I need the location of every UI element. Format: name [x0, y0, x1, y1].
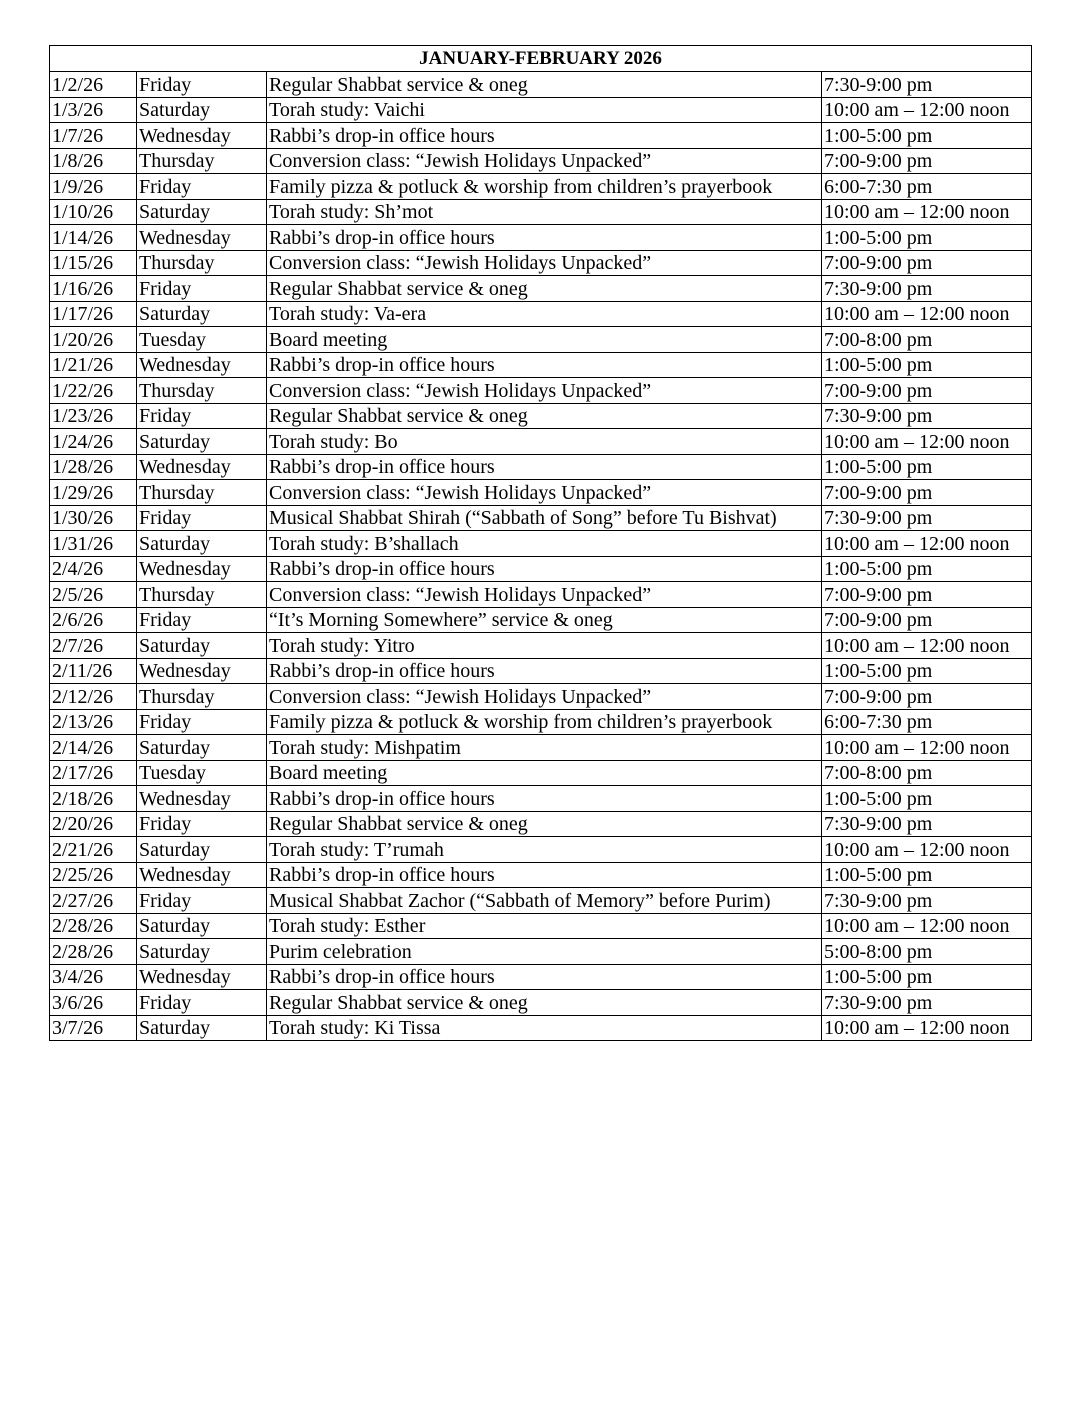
event-day: Friday: [137, 276, 267, 302]
event-name: Rabbi’s drop-in office hours: [267, 123, 822, 149]
event-name: Rabbi’s drop-in office hours: [267, 352, 822, 378]
event-time: 7:00-9:00 pm: [822, 148, 1032, 174]
event-day: Saturday: [137, 633, 267, 659]
table-row: [50, 939, 1032, 965]
event-time: 7:00-9:00 pm: [822, 607, 1032, 633]
event-date: 1/16/26: [50, 276, 137, 302]
event-name: Conversion class: “Jewish Holidays Unpacked”: [267, 684, 822, 710]
event-name: Rabbi’s drop-in office hours: [267, 454, 822, 480]
event-date: 3/6/26: [50, 990, 137, 1016]
event-date: 2/11/26: [50, 658, 137, 684]
event-day: Wednesday: [137, 454, 267, 480]
event-date: 2/28/26: [50, 913, 137, 939]
event-date: 1/21/26: [50, 352, 137, 378]
event-name: Rabbi’s drop-in office hours: [267, 964, 822, 990]
schedule-body: [50, 72, 1032, 1041]
event-date: 1/7/26: [50, 123, 137, 149]
event-day: Thursday: [137, 582, 267, 608]
table-row: [50, 913, 1032, 939]
event-time: 7:00-8:00 pm: [822, 760, 1032, 786]
event-time: 10:00 am – 12:00 noon: [822, 913, 1032, 939]
event-date: 1/14/26: [50, 225, 137, 251]
event-day: Friday: [137, 403, 267, 429]
event-date: 1/15/26: [50, 250, 137, 276]
table-row: [50, 352, 1032, 378]
event-day: Thursday: [137, 148, 267, 174]
table-row: [50, 633, 1032, 659]
event-time: 6:00-7:30 pm: [822, 174, 1032, 200]
event-day: Wednesday: [137, 862, 267, 888]
event-name: “It’s Morning Somewhere” service & oneg: [267, 607, 822, 633]
event-name: Conversion class: “Jewish Holidays Unpacked”: [267, 378, 822, 404]
event-date: 2/12/26: [50, 684, 137, 710]
event-date: 1/28/26: [50, 454, 137, 480]
event-time: 6:00-7:30 pm: [822, 709, 1032, 735]
event-time: 7:00-9:00 pm: [822, 582, 1032, 608]
event-time: 1:00-5:00 pm: [822, 454, 1032, 480]
table-row: [50, 225, 1032, 251]
table-row: [50, 990, 1032, 1016]
event-date: 2/4/26: [50, 556, 137, 582]
event-day: Wednesday: [137, 556, 267, 582]
event-time: 10:00 am – 12:00 noon: [822, 735, 1032, 761]
event-time: 7:30-9:00 pm: [822, 403, 1032, 429]
event-day: Saturday: [137, 735, 267, 761]
table-row: [50, 97, 1032, 123]
table-row: [50, 760, 1032, 786]
event-date: 2/28/26: [50, 939, 137, 965]
event-time: 1:00-5:00 pm: [822, 352, 1032, 378]
event-name: Torah study: Yitro: [267, 633, 822, 659]
event-time: 7:00-9:00 pm: [822, 480, 1032, 506]
event-date: 2/14/26: [50, 735, 137, 761]
event-day: Wednesday: [137, 786, 267, 812]
table-row: [50, 811, 1032, 837]
event-name: Torah study: Ki Tissa: [267, 1015, 822, 1041]
event-time: 7:30-9:00 pm: [822, 888, 1032, 914]
event-time: 7:30-9:00 pm: [822, 72, 1032, 98]
event-time: 1:00-5:00 pm: [822, 556, 1032, 582]
event-name: Conversion class: “Jewish Holidays Unpacked”: [267, 250, 822, 276]
event-date: 1/20/26: [50, 327, 137, 353]
event-name: Regular Shabbat service & oneg: [267, 403, 822, 429]
event-name: Torah study: B’shallach: [267, 531, 822, 557]
table-row: [50, 250, 1032, 276]
event-time: 10:00 am – 12:00 noon: [822, 531, 1032, 557]
event-day: Friday: [137, 607, 267, 633]
schedule-page: [49, 45, 1031, 1041]
event-name: Torah study: Esther: [267, 913, 822, 939]
table-row: [50, 276, 1032, 302]
event-day: Thursday: [137, 378, 267, 404]
event-time: 7:30-9:00 pm: [822, 990, 1032, 1016]
table-row: [50, 480, 1032, 506]
event-date: 2/20/26: [50, 811, 137, 837]
event-day: Wednesday: [137, 123, 267, 149]
title-row: [50, 46, 1032, 72]
event-time: 10:00 am – 12:00 noon: [822, 199, 1032, 225]
table-row: [50, 174, 1032, 200]
event-name: Conversion class: “Jewish Holidays Unpacked”: [267, 582, 822, 608]
table-row: [50, 888, 1032, 914]
event-time: 7:00-8:00 pm: [822, 327, 1032, 353]
event-time: 7:30-9:00 pm: [822, 505, 1032, 531]
event-name: Rabbi’s drop-in office hours: [267, 862, 822, 888]
event-time: 1:00-5:00 pm: [822, 964, 1032, 990]
event-day: Saturday: [137, 97, 267, 123]
event-time: 1:00-5:00 pm: [822, 862, 1032, 888]
event-date: 3/7/26: [50, 1015, 137, 1041]
event-name: Torah study: Vaichi: [267, 97, 822, 123]
event-day: Friday: [137, 888, 267, 914]
event-time: 7:30-9:00 pm: [822, 276, 1032, 302]
table-row: [50, 327, 1032, 353]
event-date: 1/10/26: [50, 199, 137, 225]
event-time: 10:00 am – 12:00 noon: [822, 1015, 1032, 1041]
table-row: [50, 582, 1032, 608]
event-date: 2/21/26: [50, 837, 137, 863]
table-row: [50, 531, 1032, 557]
event-day: Thursday: [137, 480, 267, 506]
event-name: Family pizza & potluck & worship from children’s prayerbook: [267, 174, 822, 200]
table-row: [50, 505, 1032, 531]
event-name: Board meeting: [267, 760, 822, 786]
event-day: Wednesday: [137, 225, 267, 251]
event-name: Rabbi’s drop-in office hours: [267, 786, 822, 812]
event-day: Saturday: [137, 429, 267, 455]
event-time: 7:00-9:00 pm: [822, 250, 1032, 276]
event-day: Friday: [137, 72, 267, 98]
table-row: [50, 429, 1032, 455]
table-row: [50, 1015, 1032, 1041]
event-day: Friday: [137, 709, 267, 735]
event-date: 2/27/26: [50, 888, 137, 914]
event-time: 10:00 am – 12:00 noon: [822, 97, 1032, 123]
event-day: Saturday: [137, 199, 267, 225]
table-row: [50, 72, 1032, 98]
table-row: [50, 454, 1032, 480]
event-day: Wednesday: [137, 352, 267, 378]
event-time: 10:00 am – 12:00 noon: [822, 429, 1032, 455]
table-row: [50, 964, 1032, 990]
event-time: 7:00-9:00 pm: [822, 378, 1032, 404]
event-name: Board meeting: [267, 327, 822, 353]
table-row: [50, 862, 1032, 888]
table-row: [50, 403, 1032, 429]
event-name: Regular Shabbat service & oneg: [267, 990, 822, 1016]
event-date: 1/31/26: [50, 531, 137, 557]
event-day: Saturday: [137, 531, 267, 557]
event-time: 1:00-5:00 pm: [822, 786, 1032, 812]
event-date: 1/22/26: [50, 378, 137, 404]
event-date: 2/13/26: [50, 709, 137, 735]
schedule-title: JANUARY-FEBRUARY 2026: [50, 46, 1032, 72]
event-name: Conversion class: “Jewish Holidays Unpacked”: [267, 480, 822, 506]
event-date: 3/4/26: [50, 964, 137, 990]
event-day: Thursday: [137, 684, 267, 710]
table-row: [50, 837, 1032, 863]
event-day: Friday: [137, 505, 267, 531]
event-day: Saturday: [137, 837, 267, 863]
event-day: Tuesday: [137, 327, 267, 353]
event-day: Tuesday: [137, 760, 267, 786]
event-date: 2/25/26: [50, 862, 137, 888]
table-row: [50, 123, 1032, 149]
event-day: Saturday: [137, 939, 267, 965]
event-name: Rabbi’s drop-in office hours: [267, 658, 822, 684]
event-name: Torah study: T’rumah: [267, 837, 822, 863]
event-name: Regular Shabbat service & oneg: [267, 72, 822, 98]
event-name: Torah study: Bo: [267, 429, 822, 455]
event-date: 1/2/26: [50, 72, 137, 98]
event-date: 1/3/26: [50, 97, 137, 123]
event-date: 2/7/26: [50, 633, 137, 659]
table-row: [50, 378, 1032, 404]
event-name: Regular Shabbat service & oneg: [267, 811, 822, 837]
event-day: Saturday: [137, 1015, 267, 1041]
event-name: Rabbi’s drop-in office hours: [267, 556, 822, 582]
event-name: Torah study: Va-era: [267, 301, 822, 327]
event-day: Saturday: [137, 301, 267, 327]
table-row: [50, 199, 1032, 225]
event-name: Family pizza & potluck & worship from children’s prayerbook: [267, 709, 822, 735]
table-row: [50, 735, 1032, 761]
event-date: 1/9/26: [50, 174, 137, 200]
event-day: Thursday: [137, 250, 267, 276]
table-row: [50, 709, 1032, 735]
event-date: 1/8/26: [50, 148, 137, 174]
event-time: 7:00-9:00 pm: [822, 684, 1032, 710]
event-date: 1/24/26: [50, 429, 137, 455]
table-row: [50, 684, 1032, 710]
event-name: Rabbi’s drop-in office hours: [267, 225, 822, 251]
event-time: 10:00 am – 12:00 noon: [822, 837, 1032, 863]
event-day: Friday: [137, 990, 267, 1016]
event-name: Musical Shabbat Zachor (“Sabbath of Memory” before Purim): [267, 888, 822, 914]
event-day: Wednesday: [137, 964, 267, 990]
table-row: [50, 148, 1032, 174]
event-time: 1:00-5:00 pm: [822, 658, 1032, 684]
event-day: Friday: [137, 811, 267, 837]
event-date: 1/30/26: [50, 505, 137, 531]
event-time: 10:00 am – 12:00 noon: [822, 301, 1032, 327]
event-date: 1/17/26: [50, 301, 137, 327]
event-date: 1/29/26: [50, 480, 137, 506]
event-time: 1:00-5:00 pm: [822, 225, 1032, 251]
event-time: 5:00-8:00 pm: [822, 939, 1032, 965]
event-date: 1/23/26: [50, 403, 137, 429]
event-name: Musical Shabbat Shirah (“Sabbath of Song” before Tu Bishvat): [267, 505, 822, 531]
event-name: Conversion class: “Jewish Holidays Unpacked”: [267, 148, 822, 174]
table-row: [50, 301, 1032, 327]
schedule-table: [49, 45, 1032, 1041]
table-row: [50, 556, 1032, 582]
event-name: Torah study: Mishpatim: [267, 735, 822, 761]
event-date: 2/6/26: [50, 607, 137, 633]
event-day: Friday: [137, 174, 267, 200]
event-time: 10:00 am – 12:00 noon: [822, 633, 1032, 659]
event-day: Saturday: [137, 913, 267, 939]
event-name: Purim celebration: [267, 939, 822, 965]
event-time: 7:30-9:00 pm: [822, 811, 1032, 837]
event-time: 1:00-5:00 pm: [822, 123, 1032, 149]
event-date: 2/18/26: [50, 786, 137, 812]
table-row: [50, 607, 1032, 633]
event-name: Torah study: Sh’mot: [267, 199, 822, 225]
event-name: Regular Shabbat service & oneg: [267, 276, 822, 302]
event-date: 2/5/26: [50, 582, 137, 608]
event-day: Wednesday: [137, 658, 267, 684]
table-row: [50, 786, 1032, 812]
table-row: [50, 658, 1032, 684]
event-date: 2/17/26: [50, 760, 137, 786]
